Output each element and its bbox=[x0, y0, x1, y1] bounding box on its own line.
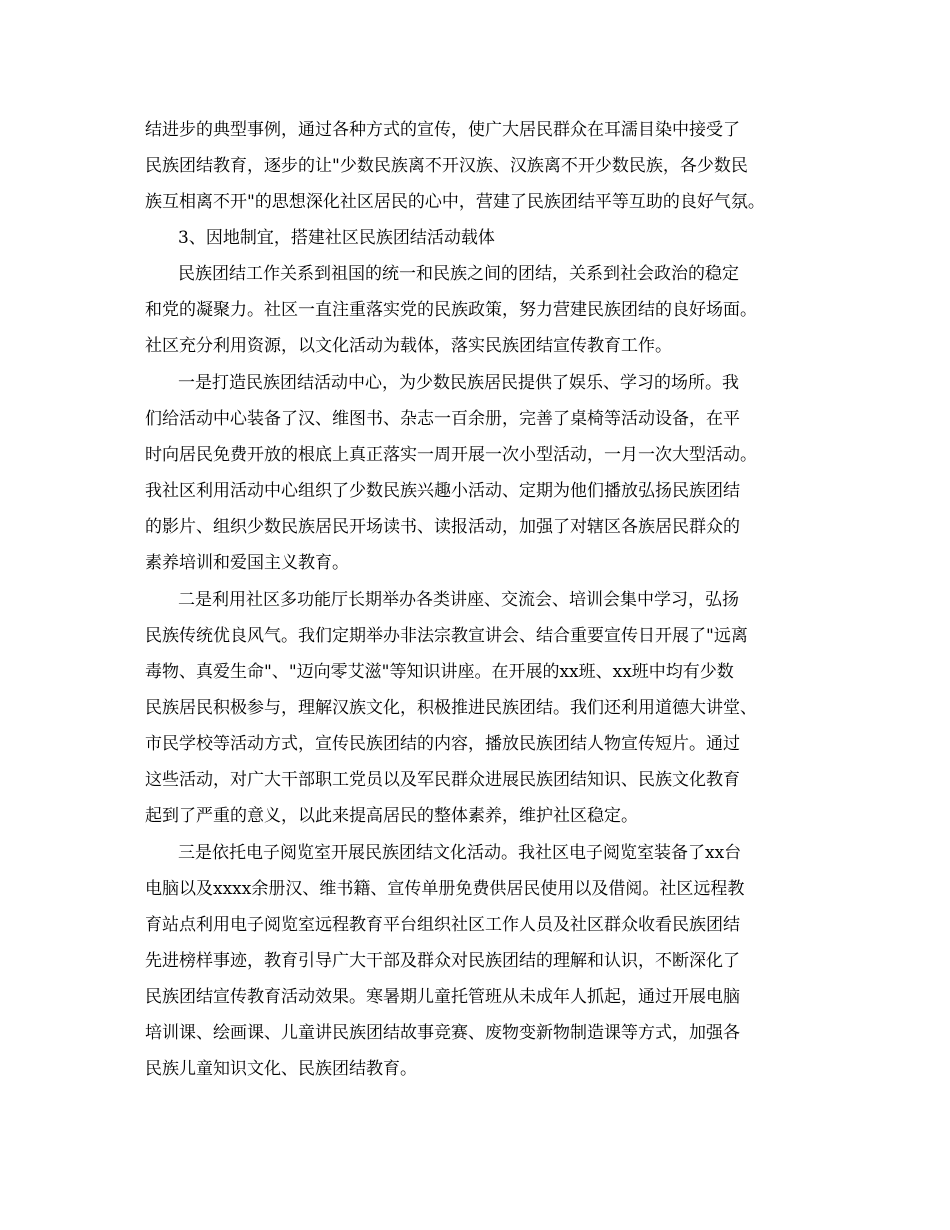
text-line: 社区充分利用资源，以文化活动为载体，落实民族团结宣传教育工作。 bbox=[145, 336, 672, 356]
text-line: 们给活动中心装备了汉、维图书、杂志一百余册，完善了桌椅等活动设备，在平 bbox=[145, 409, 740, 429]
text-line: 育站点利用电子阅览室远程教育平台组织社区工作人员及社区群众收看民族团结 bbox=[145, 915, 740, 935]
text-line: 时向居民免费开放的根底上真正落实一周开展一次小型活动，一月一次大型活动。 bbox=[145, 445, 757, 465]
text-line: 素养培训和爱国主义教育。 bbox=[145, 553, 349, 573]
text-line: 二是利用社区多功能厅长期举办各类讲座、交流会、培训会集中学习，弘扬 bbox=[178, 590, 739, 610]
text-line: 三是依托电子阅览室开展民族团结文化活动。我社区电子阅览室装备了xx台 bbox=[178, 843, 742, 863]
text-line: 族互相离不开"的思想深化社区居民的心中，营建了民族团结平等互助的良好气氛。 bbox=[145, 192, 765, 212]
text-line: 民族团结教育，逐步的让"少数民族离不开汉族、汉族离不开少数民族，各少数民 bbox=[145, 156, 748, 176]
text-line: 我社区利用活动中心组织了少数民族兴趣小活动、定期为他们播放弘扬民族团结 bbox=[145, 481, 740, 501]
text-line: 毒物、真爱生命"、"迈向零艾滋"等知识讲座。在开展的xx班、xx班中均有少数 bbox=[145, 662, 734, 682]
text-line: 民族团结宣传教育活动效果。寒暑期儿童托管班从未成年人抓起，通过开展电脑 bbox=[145, 987, 740, 1007]
text-line: 先进榜样事迹，教育引导广大干部及群众对民族团结的理解和认识，不断深化了 bbox=[145, 951, 740, 971]
text-line: 一是打造民族团结活动中心，为少数民族居民提供了娱乐、学习的场所。我 bbox=[178, 373, 739, 393]
text-line: 这些活动，对广大干部职工党员以及军民群众进展民族团结知识、民族文化教育 bbox=[145, 770, 740, 790]
text-line: 结进步的典型事例，通过各种方式的宣传，使广大居民群众在耳濡目染中接受了 bbox=[145, 120, 740, 140]
section-heading: 3、因地制宜，搭建社区民族团结活动载体 bbox=[178, 228, 495, 248]
text-line: 培训课、绘画课、儿童讲民族团结故事竞赛、废物变新物制造课等方式，加强各 bbox=[145, 1023, 740, 1043]
text-line: 电脑以及xxxx余册汉、维书籍、宣传单册免费供居民使用以及借阅。社区远程教 bbox=[145, 879, 745, 899]
text-line: 市民学校等活动方式，宣传民族团结的内容，播放民族团结人物宣传短片。通过 bbox=[145, 734, 740, 754]
text-line: 民族儿童知识文化、民族团结教育。 bbox=[145, 1059, 417, 1079]
text-line: 起到了严重的意义，以此来提高居民的整体素养，维护社区稳定。 bbox=[145, 806, 638, 826]
text-line: 和党的凝聚力。社区一直注重落实党的民族政策，努力营建民族团结的良好场面。 bbox=[145, 300, 757, 320]
text-line: 民族团结工作关系到祖国的统一和民族之间的团结，关系到社会政治的稳定 bbox=[178, 264, 739, 284]
text-line: 民族传统优良风气。我们定期举办非法宗教宣讲会、结合重要宣传日开展了"远离 bbox=[145, 626, 748, 646]
text-line: 的影片、组织少数民族居民开场读书、读报活动，加强了对辖区各族居民群众的 bbox=[145, 517, 740, 537]
text-line: 民族居民积极参与，理解汉族文化，积极推进民族团结。我们还利用道德大讲堂、 bbox=[145, 698, 757, 718]
